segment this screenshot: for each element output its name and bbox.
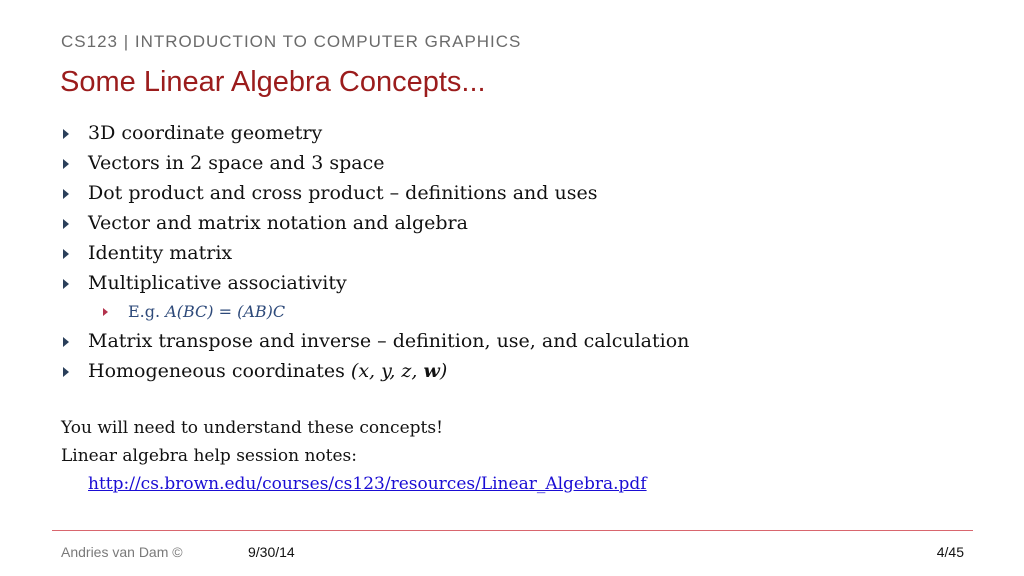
bullet-arrow-icon [63,159,69,169]
bullet-arrow-icon [63,279,69,289]
bullet-item [60,238,960,268]
bullet-text: Matrix transpose and inverse – definition, use, and calculation [88,330,690,352]
slide-number: 4/45 [936,544,964,560]
bullet-item [60,268,960,298]
bullet-arrow-icon [63,129,69,139]
bullet-item [60,326,960,356]
bullet-item [60,208,960,238]
bullet-text: Identity matrix [88,242,233,264]
footer-author: Andries van Dam © [61,544,183,560]
bullet-arrow-icon [63,189,69,199]
notes-line-1: You will need to understand these concepts! [61,418,443,438]
bullet-text: Multiplicative associativity [88,272,347,294]
bullet-arrow-icon [63,367,69,377]
homogeneous-label: Homogeneous coordinates [88,360,351,382]
bullet-item [60,178,960,208]
bullet-arrow-icon [63,249,69,259]
bullet-text: Vector and matrix notation and algebra [88,212,468,234]
associativity-formula: A(BC) = (AB)C [165,302,286,321]
bullet-arrow-icon [63,219,69,229]
bullet-item [60,356,960,386]
footer-date: 9/30/14 [248,544,295,560]
linear-algebra-notes-link[interactable]: http://cs.brown.edu/courses/cs123/resources/Linear_Algebra.pdf [88,474,647,494]
notes-line-2: Linear algebra help session notes: [61,446,357,466]
slide-title: Some Linear Algebra Concepts... [60,66,486,98]
course-header: CS123 | INTRODUCTION TO COMPUTER GRAPHICS [61,32,522,51]
sub-bullet-arrow-icon [103,308,108,316]
bullet-text: Dot product and cross product – definitions and uses [88,182,598,204]
bullet-item [60,148,960,178]
bullet-list [60,118,960,386]
sub-bullet-text [128,298,285,326]
bullet-text: Vectors in 2 space and 3 space [88,152,385,174]
bullet-arrow-icon [63,337,69,347]
footer-divider [52,530,973,531]
bullet-item [60,118,960,148]
bullet-text [88,356,447,386]
notes-block [61,414,647,498]
coord-w: w [423,360,440,382]
example-prefix: E.g. [128,302,166,321]
bullet-text: 3D coordinate geometry [88,122,323,144]
sub-bullet-item [60,298,960,326]
coords-xyz: (x, y, z, [350,360,424,382]
coords-close: ) [439,360,448,382]
